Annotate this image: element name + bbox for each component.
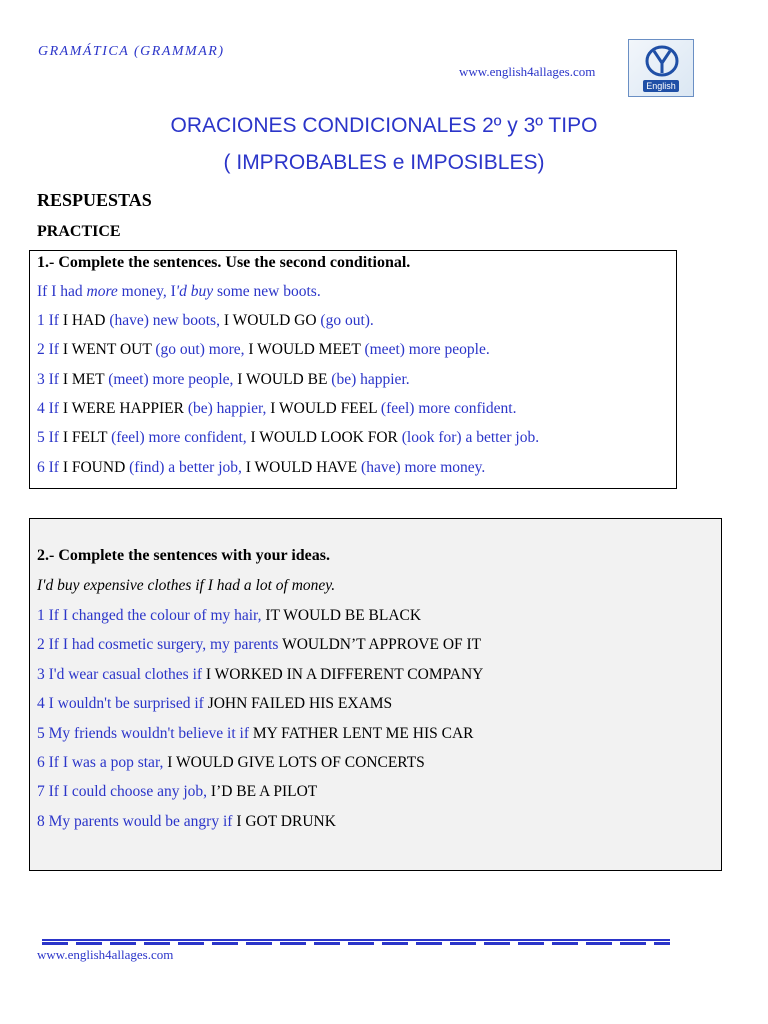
prompt-text: 4 I wouldn't be surprised if <box>37 695 208 713</box>
prompt-text: 3 I'd wear casual clothes if <box>37 665 206 683</box>
prompt-text: 2 If I had cosmetic surgery, my parents <box>37 636 283 654</box>
prompt-text: 6 If I was a pop star, <box>37 754 168 771</box>
example-part: 'd buy <box>175 283 214 300</box>
prompt-text: 2 If <box>37 341 63 359</box>
answer-text: I MET <box>62 370 109 388</box>
answer-text: I WOULD FEEL <box>270 399 381 417</box>
footer-divider <box>42 939 670 941</box>
logo-badge: English <box>643 80 679 92</box>
exercise-item <box>37 666 483 684</box>
answer-text: I WORKED IN A DIFFERENT COMPANY <box>205 665 484 683</box>
answer-text: I GOT DRUNK <box>236 812 336 830</box>
heading-practice: PRACTICE <box>37 223 121 240</box>
answer-text: I WOULD BE <box>237 370 332 388</box>
prompt-text: (be) happier, <box>187 399 271 417</box>
answer-text: WOULDN’T APPROVE OF IT <box>282 636 482 654</box>
prompt-text: (look for) a better job. <box>401 429 540 447</box>
exercise-2-example: I'd buy expensive clothes if I had a lot of money. <box>37 577 336 594</box>
exercise-item <box>37 371 410 389</box>
answer-text: I HAD <box>62 312 110 329</box>
prompt-text: 1 If <box>37 312 63 329</box>
exercise-item <box>37 429 539 447</box>
prompt-text: 7 If I could choose any job, <box>37 783 211 801</box>
exercise-2-box <box>29 518 722 871</box>
answer-text: I WOULD MEET <box>248 341 365 359</box>
prompt-text: 5 If <box>37 429 63 447</box>
answer-text: I FOUND <box>62 458 130 476</box>
answer-text: I WOULD LOOK FOR <box>250 429 402 447</box>
prompt-text: 8 My parents would be angry if <box>37 812 237 830</box>
prompt-text: (go out). <box>320 312 374 329</box>
exercise-1-box <box>29 250 677 489</box>
prompt-text: (meet) more people. <box>364 341 490 359</box>
page-title: ORACIONES CONDICIONALES 2º y 3º TIPO <box>170 114 598 137</box>
exercise-item <box>37 341 490 359</box>
exercise-2-title: 2.- Complete the sentences with your ideas. <box>37 547 331 564</box>
page-subtitle: ( IMPROBABLES e IMPOSIBLES) <box>223 151 545 174</box>
prompt-text: 1 If I changed the colour of my hair, <box>37 607 266 624</box>
answer-text: I WERE HAPPIER <box>62 399 188 417</box>
header-website-link[interactable]: www.english4allages.com <box>459 64 596 79</box>
example-part: If I had <box>37 283 87 300</box>
exercise-item <box>37 695 392 713</box>
answer-text: MY FATHER LENT ME HIS CAR <box>252 724 474 742</box>
prompt-text: 6 If <box>37 458 63 476</box>
prompt-text: (feel) more confident. <box>380 399 517 417</box>
exercise-item <box>37 725 474 743</box>
site-logo <box>628 39 694 97</box>
exercise-item <box>37 813 336 831</box>
exercise-item <box>37 754 425 772</box>
exercise-1-example <box>37 283 321 301</box>
prompt-text: (have) new boots, <box>109 312 224 329</box>
answer-text: I’D BE A PILOT <box>210 783 318 801</box>
answer-text: I FELT <box>62 429 112 447</box>
exercise-item <box>37 607 421 625</box>
prompt-text: (find) a better job, <box>129 458 246 476</box>
prompt-text: (feel) more confident, <box>111 429 251 447</box>
footer-divider-dashes <box>42 942 670 945</box>
prompt-text: 3 If <box>37 370 63 388</box>
answer-text: I WENT OUT <box>62 341 156 359</box>
exercise-item <box>37 400 516 418</box>
example-part: more <box>86 283 118 300</box>
heading-respuestas: RESPUESTAS <box>37 190 152 210</box>
answer-text: JOHN FAILED HIS EXAMS <box>207 695 393 713</box>
prompt-text: 4 If <box>37 399 63 417</box>
answer-text: I WOULD GO <box>223 312 321 329</box>
exercise-item <box>37 312 374 330</box>
prompt-text: (be) happier. <box>331 370 410 388</box>
exercise-1-title: 1.- Complete the sentences. Use the second conditional. <box>37 254 411 271</box>
prompt-text: (have) more money. <box>361 458 486 476</box>
prompt-text: (meet) more people, <box>108 370 238 388</box>
example-part: money, I <box>117 283 176 300</box>
example-part: some new boots. <box>213 283 321 300</box>
logo-emblem-icon <box>643 43 681 79</box>
footer-website-link[interactable]: www.english4allages.com <box>37 947 174 962</box>
prompt-text: 5 My friends wouldn't believe it if <box>37 724 253 742</box>
answer-text: I WOULD HAVE <box>245 458 362 476</box>
exercise-item <box>37 783 317 801</box>
prompt-text: (go out) more, <box>155 341 249 359</box>
answer-text: I WOULD GIVE LOTS OF CONCERTS <box>167 754 425 771</box>
exercise-item <box>37 459 485 477</box>
answer-text: IT WOULD BE BLACK <box>265 607 422 624</box>
header-section-label: GRAMÁTICA (GRAMMAR) <box>38 44 225 59</box>
exercise-item <box>37 636 481 654</box>
